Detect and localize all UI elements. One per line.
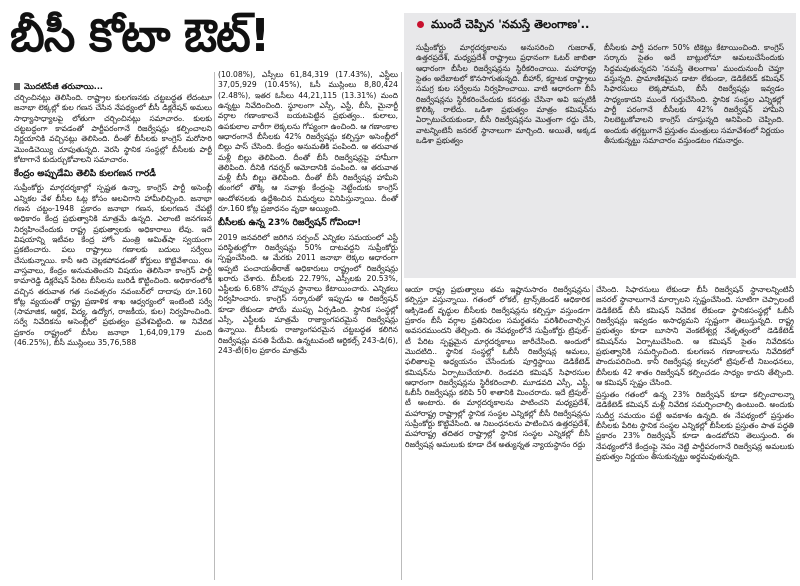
kicker-bar-icon xyxy=(14,83,20,90)
paragraph: 2019 జనవరిలో జరిగిన సర్పంచ్ ఎన్నికల సమయంలో ఎస్టీ పరిస్థితుల్లోగా రిజర్వేషన్లు 50% దాటవద్దని సుప్రీంకోర్టు స్పష్టంచేసింది. ఆ మేరకు 2011 జనాభా లెక్కల ఆధారంగా అప్పటి పంచాయతీరాజ్ అధికారులు రాష్ట్రంలో రిజర్వేషన్లు ఖరారు చేశారు. బీసీలకు 22.79%, ఎస్సీలకు 20.53%, ఎస్టీలకు 6.68% చొప్పున స్థానాలు కేటాయించారు. ఎన్నికలు నిర్వహించారు. కాంగ్రెస్ సర్కారుతో ఇప్పుడు ఆ రిజర్వేషన్ కూడా లేకుండా పోయే ముప్పు ఏర్పడింది. స్థానిక సంస్థల్లో ఎస్సీ, ఎస్టీలకు మాత్రమే రాజ్యాంగపరమైన రిజర్వేషన్లు ఉన్నాయి. బీసీలకు రాజ్యాంగపరమైన చట్టబద్ధత కలిగిన రిజర్వేషన్లు వసతి పేయేవి. ఉన్నటువంటి ఆర్టికల్స్ 243-డి(6), 243-టీ(6)ల ప్రకారం మాత్రమే xyxy=(218,232,398,356)
red-bullet-icon xyxy=(417,21,424,28)
sidebar-title-text: ముందే చెప్పిన 'నమస్తే తెలంగాణ'.. xyxy=(431,17,590,31)
kicker-text: మొదటిపేజీ తరువాయి... xyxy=(24,82,103,91)
sidebar-title xyxy=(417,17,589,33)
column-divider xyxy=(214,72,215,580)
subheading xyxy=(218,217,398,229)
column-2 xyxy=(218,70,398,358)
paragraph: ప్రస్తుతం గతంలో ఉన్న 23% రిజర్వేషన్ కూడా కల్పించాలన్నా డెడికేటెడ్ కమిషన్ మళ్లీ నివేదిక సమర్పించాల్సి ఉంటుంది. అందుకు సుదీర్ఘ సమయం పట్టే అవకాశం ఉన్నది. ఈ నేపథ్యంలో ప్రస్తుతం బీసీలకు పేరిట స్థానిక సంస్థల ఎన్నికల్లో బీసీలకు ప్రస్తుతం పాత పద్ధతి ప్రకారం 23% రిజర్వేషన్ కూడా ఉండబోదని తెలుస్తుంది. ఈ నేపథ్యంలోనే కేంద్రంపై నెపం నెట్టి పార్టీపరంగానే రిజర్వేషన్ల అమలుకు ప్రభుత్వం నిర్ణయం తీసుకున్నట్టు అర్థమవుతున్నది. xyxy=(596,390,794,461)
paragraph: చేసింది. సిఫారసులు లేకుండా బీసీ రిజర్వేషన్ స్థానాలన్నింటినీ జనరల్ స్థానాలుగానే మార్చాలని స్పష్టంచేసింది. సూటిగా చెప్పాలంటే డెడికేటెడ్ బీసీ కమిషన్ నివేదిక లేకుండా స్థానికసంస్థల్లో ఓబీసీ రిజర్వేషన్లు ఇవ్వడం అసాధ్యమని స్పష్టంగా తెలుస్తున్నది. రాష్ట్ర ప్రభుత్వం కూడా బూసాని వెంకటేశ్వర్ల నేతృత్వంలో డెడికేటెడ్ కమిషన్‌ను ఏర్పాటుచేసింది. ఆ కమిషన్ సైతం నివేదికను ప్రభుత్వానికి సమర్పించింది. కులగణన గణాంకాలను నివేదికలో పొందుపరిచింది. కానీ రిజర్వేషన్ల కల్పనలో ట్రిపుల్-టీ నిబంధనలు, బీసీలకు 42 శాతం రిజర్వేషన్ కల్పించడం సాధ్యం కాదని తేల్చింది. ఆ కమిషన్ స్పష్టం చేసింది. xyxy=(596,285,794,387)
column-3 xyxy=(405,285,590,452)
column-1 xyxy=(14,93,212,350)
sidebar-column-1 xyxy=(416,43,596,148)
sidebar-paragraph: సుప్రీంకోర్టు మార్గదర్శకాలను అనుసరించి గుజరాత్, ఉత్తరప్రదేశ్, మధ్యప్రదేశ్ రాష్ట్రాలు ప్రధానంగా ఓటర్ జాబితా ఆధారంగా బీసీల రిజర్వేషన్లను స్థిరీకరించాయి. మహారాష్ట్ర సైతం అదేబాటలో కొనసాగుతున్నది. బీహార్, కర్ణాటక రాష్ట్రాలు సమగ్ర కుల సర్వేలను నిర్వహించాయి. వాటి ఆధారంగా బీసీ రిజర్వేషన్లను స్థిరీకరించేందుకు కసరత్తు చేసినా అవి ఇప్పటికీ కొలిక్కి రాలేదు. ఒడిశా ప్రభుత్వం మాత్రం కమిషన్‌ను ఏర్పాటుచేయకుండా, బీసీ రిజర్వేషన్లను మొత్తంగా రద్దు చేసి, వాటన్నింటినీ జనరల్ స్థానాలుగా మార్చింది. అయితే, అక్కడ ఒడిశా ప్రభుత్వం xyxy=(416,43,596,145)
column-divider xyxy=(592,285,593,580)
paragraph: సుప్రీంకోర్టు మార్గదర్శకాల్లో స్పష్టత ఉన్నా, కాంగ్రెస్ పార్టీ అసెంబ్లీ ఎన్నికల వేళ బీసీల ఓట్ల కోసం అలవిగాని హామీలిచ్చింది. జనాభా గణన చట్టం-1948 ప్రకారం జనాభా గణన, కులగణన చేపట్టే అధికారం కేంద్ర ప్రభుత్వానికి మాత్రమే ఉన్నది. ఎలాంటి జనగణన నిర్వహించేందుకు రాష్ట్ర ప్రభుత్వాలకు అధికారాలు లేవు. ఇదే విషయాన్ని ఇటీవల కేంద్ర హోం మంత్రి అమిత్‌షా స్వయంగా ప్రకటించారు. పలు రాష్ట్రాలు గణాలకు బదులు సర్వేలు చేసుకున్నాయి. కానీ అది చెల్లకపోవడంతో కోర్టులు కొట్టివేశాయి. ఈ వాస్తవాలు, కేంద్రం అనుమతించని విషయం తెలిసినా కాంగ్రెస్ పార్టీ కామారెడ్డి డిక్లరేషన్ పేరిట బీసీలను బురిడీ కొట్టించింది. అధికారంలోకి వచ్చిన తరువాత గత సంవత్సరం నవంబర్‌లో దాదాపు రూ.160 కోట్ల వ్యయంతో రాష్ట్ర ప్రణాళిక శాఖ ఆధ్వర్యంలో ఇంటింటి సర్వే (సామాజిక, ఆర్థిక, విద్య, ఉద్యోగ, రాజకీయ, కుల) నిర్వహించింది. సర్వే నివేదికను అసెంబ్లీలో ప్రభుత్వం ప్రవేశపెట్టింది. ఆ నివేదిక ప్రకారం రాష్ట్రంలో బీసీల జనాభా 1,64,09,179 మంది (46.25%), బీసీ ముస్లింలు 35,76,588 xyxy=(14,183,212,348)
sidebar-box xyxy=(404,13,796,278)
kicker xyxy=(14,82,214,93)
subheading-text: కేంద్రం అప్పుడేమి తెలిపి కులగణన గారడీ xyxy=(14,169,156,180)
column-4 xyxy=(596,285,794,464)
paragraph: ఆయా రాష్ట్ర ప్రభుత్వాలు తమ ఇష్టానుసారం రిజర్వేషన్లను కల్పిస్తూ వస్తున్నాయి. గతంలో లోకల్, ట్రాన్స్‌జెండర్ ఆధికారిక ఆక్సిడెంట్ వృద్ధుల బీసీలకు రిజర్వేషన్లను కల్పిస్తూ వస్తుండగా ప్రకారం బీసీ వర్గాల ప్రతినిధుల సమర్థతను పరిశీలించాల్సిన అవసరముందని తేల్చింది. ఈ నేపథ్యంలోనే సుప్రీంకోర్టు ట్రిపుల్-టీ పేరిట స్పష్టమైన మార్గదర్శకాలు జారీచేసింది. అందులో మొదటిది.. స్థానిక సంస్థల్లో ఓబీసీ రిజర్వేషన్ల అమలు, ఫలితాలపై అధ్యయనం చేసేందుకు పూర్తిస్థాయి డెడికేటెడ్ కమిషన్‌ను ఏర్పాటుచేయాలి. రెండవది కమిషన్ సిఫారసుల ఆధారంగా రిజర్వేషన్లను స్థిరీకరించాలి. మూడవది ఎస్సీ, ఎస్టీ, ఓబీసీ రిజర్వేషన్లు కలిపి 50 శాతానికి మించరాదు. ఇదే ట్రిపుల్-టీ ఆంటారు. ఈ మార్గదర్శకాలను పాటించని మధ్యప్రదేశ్, మహారాష్ట్ర రాష్ట్రాల్లో స్థానిక సంస్థల ఎన్నికల్లో బీసీ రిజర్వేషన్లను సుప్రీంకోర్టు కొట్టివేసింది. ఆ నిబంధనలను పాటించిన ఉత్తరప్రదేశ్, మహారాష్ట్ర తదితర రాష్ట్రాల్లో స్థానిక సంస్థల ఎన్నికల్లో బీసీ రిజర్వేషన్ల అమలుకు కూడా దేశ అత్యున్నత న్యాయస్థానం రద్దు xyxy=(405,285,590,449)
paragraph: చర్చించినట్లు తెలిసింది. రాష్ట్రాల కులగణనకు చట్టబద్ధత లేదంటూ జనాభా లెక్కల్లో కుల గణన చేసిన నేపథ్యంలో బీసీ డిక్లరేషన్ అమలు సాధ్యాసాధ్యాలపై లోతుగా చర్చించినట్లు సమాచారం. కులకు చట్టబద్ధంగా కావడంతో పార్టీపరంగానే రిజర్వేషన్లు కల్పించాలని నిర్ణయానికి వచ్చినట్లు తెలిసింది. దీంతో బీసీలకు కాంగ్రెస్ మరోసారి మొండిచెయ్యి చూపుతున్నది. వెరసి స్థానిక సంస్థల్లో బీసీలకు పార్టీ కోటాగానే కుదుర్చుకోవాలని సమాచారం. xyxy=(14,93,212,164)
column-divider xyxy=(401,72,402,580)
subheading xyxy=(14,168,212,180)
sidebar-column-2 xyxy=(604,43,784,148)
paragraph: (10.08%), ఎస్సీలు 61,84,319 (17.43%), ఎస్టీలు 37,05,929 (10.45%), ఓసీ ముస్లింలు 8,80,424 (2.48%), ఇతర ఓసీలు 44,21,115 (13.31%) మంది ఉన్నట్టు నివేదించింది. స్థూలంగా ఎస్సీ, ఎస్టీ, బీసీ, మైనార్టీ వర్గాల గణాంకాలనే బయటపెట్టిన ప్రభుత్వం.. కులాలు, ఉపకులాల వారీగా లెక్కలను గోప్యంగా ఉంచింది. ఆ గణాంకాల ఆధారంగానే బీసీలకు 42% రిజర్వేషన్లు కల్పిస్తూ అసెంబ్లీలో బిల్లు పాస్ చేసింది. కేంద్రం అనుమతికి పంపింది. ఆ తరువాత మళ్లీ బిల్లు తెలిపింది. దీంతో బీసీ రిజర్వేషన్లపై హామీగా తెలిపింది. దీనికి గవర్నర్ ఆమోదానికి పంపింది. ఆ తరువాత మళ్లీ బీసీ బిల్లు తెలిపింది. దీంతో బీసీ రిజర్వేషన్ల హామీని తుంగలో తొక్కి ఆ సవాళ్లు కేంద్రంపై నెట్టేందుకు కాంగ్రెస్ ఆందోళనలకు ఉద్దేశించిన విమర్శలు వినిపిస్తున్నాయి. దీంతో రూ.160 కోట్ల ప్రజాధనం వృథా అయ్యింది. xyxy=(218,70,398,214)
headline: బీసీ కోటా ఔట్! xyxy=(10,9,270,62)
sidebar-paragraph: బీసీలకు పార్టీ పరంగా 50% టికెట్లు కేటాయించింది. కాంగ్రెస్ సర్కారు సైతం అదే బాట్లులోనూ అమలుచేసేందుకు సిద్ధమవుతున్నదని 'నమస్తే తెలంగాణ' ముందునుంచీ చెప్తూ వస్తున్నది. ప్రామాణికమైన డాటా లేకుండా, డెడికేటెడ్ కమిషన్ సిఫారసులు లెక్కపోమని, బీసీ రిజర్వేషన్లు ఇవ్వడం సాధ్యంకాదని ముందే గుర్తుచేసింది. స్థానిక సంస్థల ఎన్నికల్లో పార్టీ పరంగానే బీసీలకు 42% రిజర్వేషన్ హామీని నిలబెట్టుకోవాలని కాంగ్రెస్ చూస్తున్నది అనిపించి చెప్పింది. అందుకు తగ్గట్టుగానే ప్రస్తుతం మంత్రులు సమావేశంలో నిర్ణయం తీసుకున్నట్టు సమాచారం వస్తుండటం గమనార్హం. xyxy=(604,43,784,145)
subheading-text: బీసీలకు ఉన్న 23% రిజర్వేషన్ గోవిందా! xyxy=(218,218,362,229)
